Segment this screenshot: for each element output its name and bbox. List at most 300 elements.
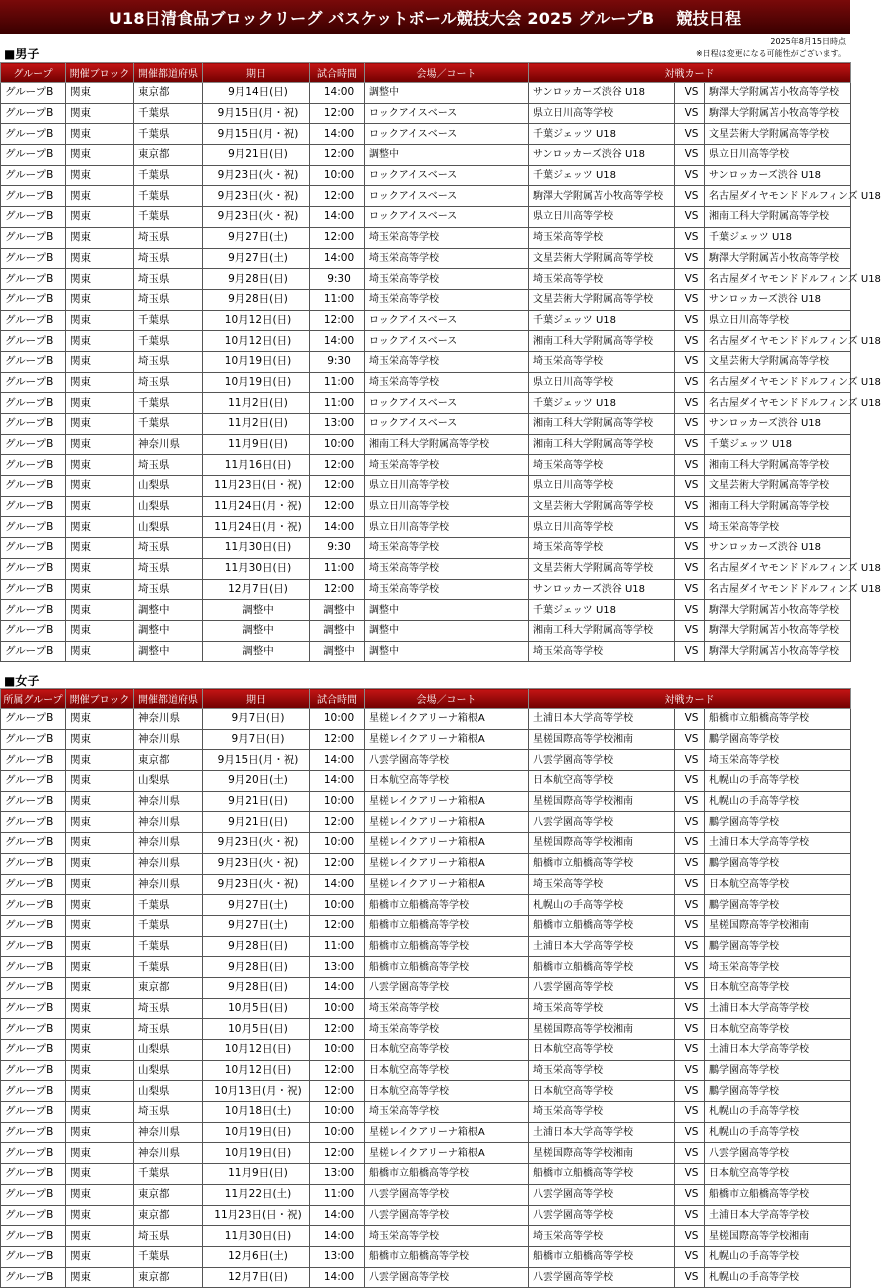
cell-block: 関東 [66, 1267, 134, 1288]
cell-vs: VS [675, 620, 705, 641]
cell-date: 11月23日(日・祝) [203, 476, 310, 497]
cell-time: 14:00 [310, 207, 365, 228]
cell-prefecture: 埼玉県 [134, 1019, 203, 1040]
cell-prefecture: 神奈川県 [134, 812, 203, 833]
cell-home: 土浦日本大学高等学校 [529, 709, 675, 730]
cell-group: グループB [1, 998, 66, 1019]
cell-prefecture: 神奈川県 [134, 434, 203, 455]
cell-venue: 埼玉栄高等学校 [365, 558, 529, 579]
table-row [1, 455, 851, 476]
cell-time: 10:00 [310, 1122, 365, 1143]
cell-away: 駒澤大学附属苫小牧高等学校 [705, 620, 851, 641]
cell-group: グループB [1, 227, 66, 248]
cell-time: 調整中 [310, 641, 365, 662]
cell-block: 関東 [66, 1102, 134, 1123]
cell-venue: 星槎レイクアリーナ箱根A [365, 833, 529, 854]
cell-away: 名古屋ダイヤモンドドルフィンズ U18 [705, 372, 851, 393]
cell-home: 星槎国際高等学校湘南 [529, 729, 675, 750]
cell-date: 9月14日(日) [203, 83, 310, 104]
cell-group: グループB [1, 833, 66, 854]
cell-away: 八雲学園高等学校 [705, 1143, 851, 1164]
table-row [1, 977, 851, 998]
cell-venue: 県立日川高等学校 [365, 517, 529, 538]
cell-home: 八雲学園高等学校 [529, 1205, 675, 1226]
cell-block: 関東 [66, 558, 134, 579]
col-header-matchup: 対戦カード [529, 689, 851, 709]
cell-away: 星槎国際高等学校湘南 [705, 915, 851, 936]
cell-venue: 日本航空高等学校 [365, 1060, 529, 1081]
cell-date: 10月12日(日) [203, 331, 310, 352]
cell-home: 千葉ジェッツ U18 [529, 310, 675, 331]
cell-group: グループB [1, 1040, 66, 1061]
cell-venue: 星槎レイクアリーナ箱根A [365, 853, 529, 874]
cell-date: 9月27日(土) [203, 895, 310, 916]
cell-away: 日本航空高等学校 [705, 977, 851, 998]
cell-block: 関東 [66, 434, 134, 455]
cell-time: 9:30 [310, 351, 365, 372]
table-row [1, 372, 851, 393]
cell-prefecture: 千葉県 [134, 957, 203, 978]
cell-block: 関東 [66, 1143, 134, 1164]
cell-away: 名古屋ダイヤモンドドルフィンズ U18 [705, 393, 851, 414]
cell-time: 12:00 [310, 496, 365, 517]
men-section-title: ■男子 [4, 47, 40, 61]
cell-block: 関東 [66, 393, 134, 414]
col-header-matchup: 対戦カード [529, 63, 851, 83]
cell-prefecture: 神奈川県 [134, 874, 203, 895]
cell-block: 関東 [66, 372, 134, 393]
cell-group: グループB [1, 729, 66, 750]
cell-venue: 埼玉栄高等学校 [365, 227, 529, 248]
col-header-venue: 会場／コート [365, 63, 529, 83]
cell-time: 12:00 [310, 1060, 365, 1081]
table-row [1, 289, 851, 310]
table-row [1, 331, 851, 352]
cell-venue: 船橋市立船橋高等学校 [365, 915, 529, 936]
cell-home: 埼玉栄高等学校 [529, 998, 675, 1019]
cell-home: 埼玉栄高等学校 [529, 1060, 675, 1081]
cell-prefecture: 千葉県 [134, 1164, 203, 1185]
table-row [1, 310, 851, 331]
cell-vs: VS [675, 558, 705, 579]
cell-time: 10:00 [310, 434, 365, 455]
cell-prefecture: 千葉県 [134, 207, 203, 228]
cell-venue: 埼玉栄高等学校 [365, 1102, 529, 1123]
cell-group: グループB [1, 83, 66, 104]
cell-prefecture: 埼玉県 [134, 579, 203, 600]
cell-group: グループB [1, 874, 66, 895]
cell-prefecture: 埼玉県 [134, 269, 203, 290]
cell-time: 12:00 [310, 579, 365, 600]
cell-away: 名古屋ダイヤモンドドルフィンズ U18 [705, 331, 851, 352]
cell-vs: VS [675, 331, 705, 352]
table-row [1, 1205, 851, 1226]
cell-venue: 日本航空高等学校 [365, 1040, 529, 1061]
cell-prefecture: 東京都 [134, 1267, 203, 1288]
cell-venue: 八雲学園高等学校 [365, 1267, 529, 1288]
cell-date: 9月23日(火・祝) [203, 165, 310, 186]
cell-block: 関東 [66, 620, 134, 641]
cell-vs: VS [675, 538, 705, 559]
cell-away: 駒澤大学附属苫小牧高等学校 [705, 83, 851, 104]
cell-away: 鵬学園高等学校 [705, 895, 851, 916]
cell-home: 埼玉栄高等学校 [529, 874, 675, 895]
cell-time: 11:00 [310, 372, 365, 393]
cell-group: グループB [1, 1246, 66, 1267]
table-row [1, 434, 851, 455]
cell-group: グループB [1, 812, 66, 833]
cell-away: 船橋市立船橋高等学校 [705, 1184, 851, 1205]
cell-home: 埼玉栄高等学校 [529, 1102, 675, 1123]
cell-vs: VS [675, 186, 705, 207]
cell-home: サンロッカーズ渋谷 U18 [529, 83, 675, 104]
cell-away: サンロッカーズ渋谷 U18 [705, 289, 851, 310]
cell-prefecture: 埼玉県 [134, 372, 203, 393]
cell-away: 駒澤大学附属苫小牧高等学校 [705, 103, 851, 124]
cell-block: 関東 [66, 414, 134, 435]
cell-venue: 県立日川高等学校 [365, 496, 529, 517]
table-row [1, 709, 851, 730]
cell-group: グループB [1, 1164, 66, 1185]
cell-prefecture: 東京都 [134, 145, 203, 166]
cell-time: 10:00 [310, 1040, 365, 1061]
cell-home: 湘南工科大学附属高等学校 [529, 331, 675, 352]
cell-away: 文星芸術大学附属高等学校 [705, 476, 851, 497]
cell-home: 八雲学園高等学校 [529, 750, 675, 771]
cell-time: 12:00 [310, 310, 365, 331]
cell-time: 9:30 [310, 269, 365, 290]
cell-group: グループB [1, 1226, 66, 1247]
cell-date: 11月23日(日・祝) [203, 1205, 310, 1226]
col-header-group: 所属グループ [1, 689, 66, 709]
cell-time: 10:00 [310, 895, 365, 916]
cell-venue: 星槎レイクアリーナ箱根A [365, 874, 529, 895]
cell-vs: VS [675, 1226, 705, 1247]
cell-group: グループB [1, 165, 66, 186]
cell-block: 関東 [66, 207, 134, 228]
cell-block: 関東 [66, 1205, 134, 1226]
cell-home: 埼玉栄高等学校 [529, 269, 675, 290]
cell-group: グループB [1, 269, 66, 290]
cell-time: 9:30 [310, 538, 365, 559]
cell-away: 文星芸術大学附属高等学校 [705, 124, 851, 145]
cell-away: 土浦日本大学高等学校 [705, 833, 851, 854]
cell-vs: VS [675, 351, 705, 372]
cell-prefecture: 山梨県 [134, 476, 203, 497]
cell-home: 千葉ジェッツ U18 [529, 124, 675, 145]
cell-home: 船橋市立船橋高等学校 [529, 915, 675, 936]
cell-time: 13:00 [310, 957, 365, 978]
table-row [1, 853, 851, 874]
cell-vs: VS [675, 227, 705, 248]
cell-venue: 埼玉栄高等学校 [365, 455, 529, 476]
table-row [1, 1226, 851, 1247]
cell-group: グループB [1, 1019, 66, 1040]
cell-away: 土浦日本大学高等学校 [705, 1205, 851, 1226]
table-row [1, 1060, 851, 1081]
cell-home: 八雲学園高等学校 [529, 1184, 675, 1205]
table-row [1, 833, 851, 854]
col-header-date: 期日 [203, 689, 310, 709]
cell-date: 9月21日(日) [203, 145, 310, 166]
cell-time: 14:00 [310, 248, 365, 269]
cell-block: 関東 [66, 853, 134, 874]
cell-vs: VS [675, 641, 705, 662]
cell-group: グループB [1, 186, 66, 207]
table-row [1, 124, 851, 145]
cell-time: 調整中 [310, 620, 365, 641]
cell-block: 関東 [66, 103, 134, 124]
cell-vs: VS [675, 895, 705, 916]
cell-block: 関東 [66, 83, 134, 104]
cell-date: 9月23日(火・祝) [203, 186, 310, 207]
cell-venue: ロックアイスベース [365, 186, 529, 207]
cell-away: 日本航空高等学校 [705, 1019, 851, 1040]
table-row [1, 579, 851, 600]
table-row [1, 1102, 851, 1123]
cell-block: 関東 [66, 998, 134, 1019]
cell-home: 土浦日本大学高等学校 [529, 1122, 675, 1143]
cell-home: 星槎国際高等学校湘南 [529, 833, 675, 854]
table-row [1, 145, 851, 166]
cell-date: 調整中 [203, 620, 310, 641]
cell-prefecture: 千葉県 [134, 895, 203, 916]
cell-block: 関東 [66, 1019, 134, 1040]
cell-home: 札幌山の手高等学校 [529, 895, 675, 916]
cell-vs: VS [675, 289, 705, 310]
as-of-date: 2025年8月15日時点 [770, 37, 846, 46]
cell-prefecture: 山梨県 [134, 517, 203, 538]
table-row [1, 1122, 851, 1143]
cell-time: 14:00 [310, 83, 365, 104]
cell-away: 県立日川高等学校 [705, 310, 851, 331]
cell-venue: 星槎レイクアリーナ箱根A [365, 729, 529, 750]
cell-group: グループB [1, 750, 66, 771]
cell-home: 県立日川高等学校 [529, 207, 675, 228]
cell-home: 埼玉栄高等学校 [529, 641, 675, 662]
cell-vs: VS [675, 709, 705, 730]
cell-home: 文星芸術大学附属高等学校 [529, 289, 675, 310]
cell-group: グループB [1, 579, 66, 600]
cell-prefecture: 埼玉県 [134, 289, 203, 310]
cell-date: 11月24日(月・祝) [203, 517, 310, 538]
cell-vs: VS [675, 1081, 705, 1102]
cell-vs: VS [675, 124, 705, 145]
table-row [1, 269, 851, 290]
cell-vs: VS [675, 1246, 705, 1267]
cell-group: グループB [1, 1267, 66, 1288]
cell-group: グループB [1, 289, 66, 310]
cell-vs: VS [675, 1205, 705, 1226]
cell-venue: 埼玉栄高等学校 [365, 1226, 529, 1247]
cell-date: 10月19日(日) [203, 372, 310, 393]
cell-prefecture: 千葉県 [134, 331, 203, 352]
cell-prefecture: 埼玉県 [134, 227, 203, 248]
cell-vs: VS [675, 145, 705, 166]
cell-group: グループB [1, 771, 66, 792]
cell-venue: 船橋市立船橋高等学校 [365, 957, 529, 978]
cell-vs: VS [675, 434, 705, 455]
cell-date: 9月21日(日) [203, 812, 310, 833]
cell-home: サンロッカーズ渋谷 U18 [529, 579, 675, 600]
cell-venue: 八雲学園高等学校 [365, 1205, 529, 1226]
cell-block: 関東 [66, 1040, 134, 1061]
cell-venue: 船橋市立船橋高等学校 [365, 1164, 529, 1185]
table-row [1, 620, 851, 641]
cell-away: 土浦日本大学高等学校 [705, 1040, 851, 1061]
cell-prefecture: 山梨県 [134, 1040, 203, 1061]
cell-time: 12:00 [310, 186, 365, 207]
table-row [1, 812, 851, 833]
cell-date: 10月18日(土) [203, 1102, 310, 1123]
cell-away: 鵬学園高等学校 [705, 853, 851, 874]
schedule-note: ※日程は変更になる可能性がございます。 [695, 49, 846, 58]
cell-venue: 八雲学園高等学校 [365, 1184, 529, 1205]
cell-block: 関東 [66, 310, 134, 331]
cell-venue: 星槎レイクアリーナ箱根A [365, 1143, 529, 1164]
col-header-prefecture: 開催都道府県 [134, 63, 203, 83]
cell-date: 9月23日(火・祝) [203, 207, 310, 228]
cell-block: 関東 [66, 1164, 134, 1185]
cell-prefecture: 東京都 [134, 1184, 203, 1205]
cell-venue: 八雲学園高等学校 [365, 750, 529, 771]
cell-group: グループB [1, 1205, 66, 1226]
cell-away: 日本航空高等学校 [705, 1164, 851, 1185]
cell-block: 関東 [66, 331, 134, 352]
cell-group: グループB [1, 538, 66, 559]
cell-date: 9月27日(土) [203, 248, 310, 269]
cell-venue: 埼玉栄高等学校 [365, 269, 529, 290]
cell-time: 12:00 [310, 915, 365, 936]
cell-away: 船橋市立船橋高等学校 [705, 709, 851, 730]
col-header-block: 開催ブロック [66, 689, 134, 709]
cell-date: 調整中 [203, 641, 310, 662]
cell-group: グループB [1, 310, 66, 331]
cell-venue: 星槎レイクアリーナ箱根A [365, 791, 529, 812]
cell-date: 11月30日(日) [203, 558, 310, 579]
cell-vs: VS [675, 977, 705, 998]
cell-home: 湘南工科大学附属高等学校 [529, 620, 675, 641]
cell-date: 10月19日(日) [203, 1122, 310, 1143]
cell-home: 八雲学園高等学校 [529, 977, 675, 998]
cell-time: 10:00 [310, 998, 365, 1019]
cell-time: 10:00 [310, 1102, 365, 1123]
women-section-title: ■女子 [4, 674, 40, 688]
cell-time: 14:00 [310, 771, 365, 792]
cell-home: 星槎国際高等学校湘南 [529, 1143, 675, 1164]
cell-time: 11:00 [310, 1184, 365, 1205]
women-schedule-table [0, 688, 851, 1288]
cell-venue: 八雲学園高等学校 [365, 977, 529, 998]
cell-time: 11:00 [310, 289, 365, 310]
cell-group: グループB [1, 455, 66, 476]
cell-venue: ロックアイスベース [365, 414, 529, 435]
cell-vs: VS [675, 476, 705, 497]
cell-date: 10月12日(日) [203, 310, 310, 331]
cell-vs: VS [675, 103, 705, 124]
cell-venue: ロックアイスベース [365, 103, 529, 124]
cell-away: 名古屋ダイヤモンドドルフィンズ U18 [705, 186, 851, 207]
cell-time: 12:00 [310, 476, 365, 497]
cell-group: グループB [1, 641, 66, 662]
col-header-prefecture: 開催都道府県 [134, 689, 203, 709]
cell-away: 名古屋ダイヤモンドドルフィンズ U18 [705, 269, 851, 290]
cell-group: グループB [1, 791, 66, 812]
cell-home: 文星芸術大学附属高等学校 [529, 248, 675, 269]
cell-time: 12:00 [310, 103, 365, 124]
cell-prefecture: 埼玉県 [134, 1226, 203, 1247]
cell-date: 11月30日(日) [203, 538, 310, 559]
cell-away: 名古屋ダイヤモンドドルフィンズ U18 [705, 579, 851, 600]
cell-time: 14:00 [310, 124, 365, 145]
cell-time: 12:00 [310, 729, 365, 750]
cell-time: 14:00 [310, 1226, 365, 1247]
cell-venue: 県立日川高等学校 [365, 476, 529, 497]
cell-date: 9月28日(日) [203, 957, 310, 978]
cell-date: 9月23日(火・祝) [203, 853, 310, 874]
cell-block: 関東 [66, 289, 134, 310]
cell-block: 関東 [66, 579, 134, 600]
cell-time: 12:00 [310, 1143, 365, 1164]
cell-venue: 埼玉栄高等学校 [365, 372, 529, 393]
cell-block: 関東 [66, 915, 134, 936]
cell-venue: ロックアイスベース [365, 207, 529, 228]
cell-vs: VS [675, 771, 705, 792]
cell-date: 12月7日(日) [203, 579, 310, 600]
cell-venue: 調整中 [365, 145, 529, 166]
cell-away: 札幌山の手高等学校 [705, 1102, 851, 1123]
table-row [1, 936, 851, 957]
cell-vs: VS [675, 414, 705, 435]
cell-block: 関東 [66, 269, 134, 290]
col-header-time: 試合時間 [310, 689, 365, 709]
cell-home: 駒澤大学附属苫小牧高等学校 [529, 186, 675, 207]
cell-time: 10:00 [310, 165, 365, 186]
cell-home: 千葉ジェッツ U18 [529, 600, 675, 621]
cell-vs: VS [675, 1143, 705, 1164]
cell-block: 関東 [66, 1081, 134, 1102]
cell-time: 14:00 [310, 874, 365, 895]
cell-home: 日本航空高等学校 [529, 1040, 675, 1061]
cell-date: 11月30日(日) [203, 1226, 310, 1247]
cell-venue: 船橋市立船橋高等学校 [365, 936, 529, 957]
cell-block: 関東 [66, 641, 134, 662]
table-row [1, 393, 851, 414]
cell-venue: 埼玉栄高等学校 [365, 351, 529, 372]
cell-vs: VS [675, 1164, 705, 1185]
table-row [1, 83, 851, 104]
cell-away: 星槎国際高等学校湘南 [705, 1226, 851, 1247]
cell-away: 埼玉栄高等学校 [705, 957, 851, 978]
cell-prefecture: 埼玉県 [134, 351, 203, 372]
cell-away: 湘南工科大学附属高等学校 [705, 496, 851, 517]
cell-time: 14:00 [310, 517, 365, 538]
cell-date: 9月27日(土) [203, 915, 310, 936]
cell-time: 13:00 [310, 1164, 365, 1185]
cell-home: 埼玉栄高等学校 [529, 351, 675, 372]
cell-date: 10月19日(日) [203, 1143, 310, 1164]
cell-time: 13:00 [310, 414, 365, 435]
cell-date: 9月7日(日) [203, 729, 310, 750]
cell-prefecture: 神奈川県 [134, 709, 203, 730]
cell-home: 湘南工科大学附属高等学校 [529, 434, 675, 455]
men-schedule-table [0, 62, 881, 662]
cell-venue: ロックアイスベース [365, 165, 529, 186]
cell-vs: VS [675, 310, 705, 331]
cell-date: 9月15日(月・祝) [203, 124, 310, 145]
cell-vs: VS [675, 812, 705, 833]
cell-home: サンロッカーズ渋谷 U18 [529, 145, 675, 166]
